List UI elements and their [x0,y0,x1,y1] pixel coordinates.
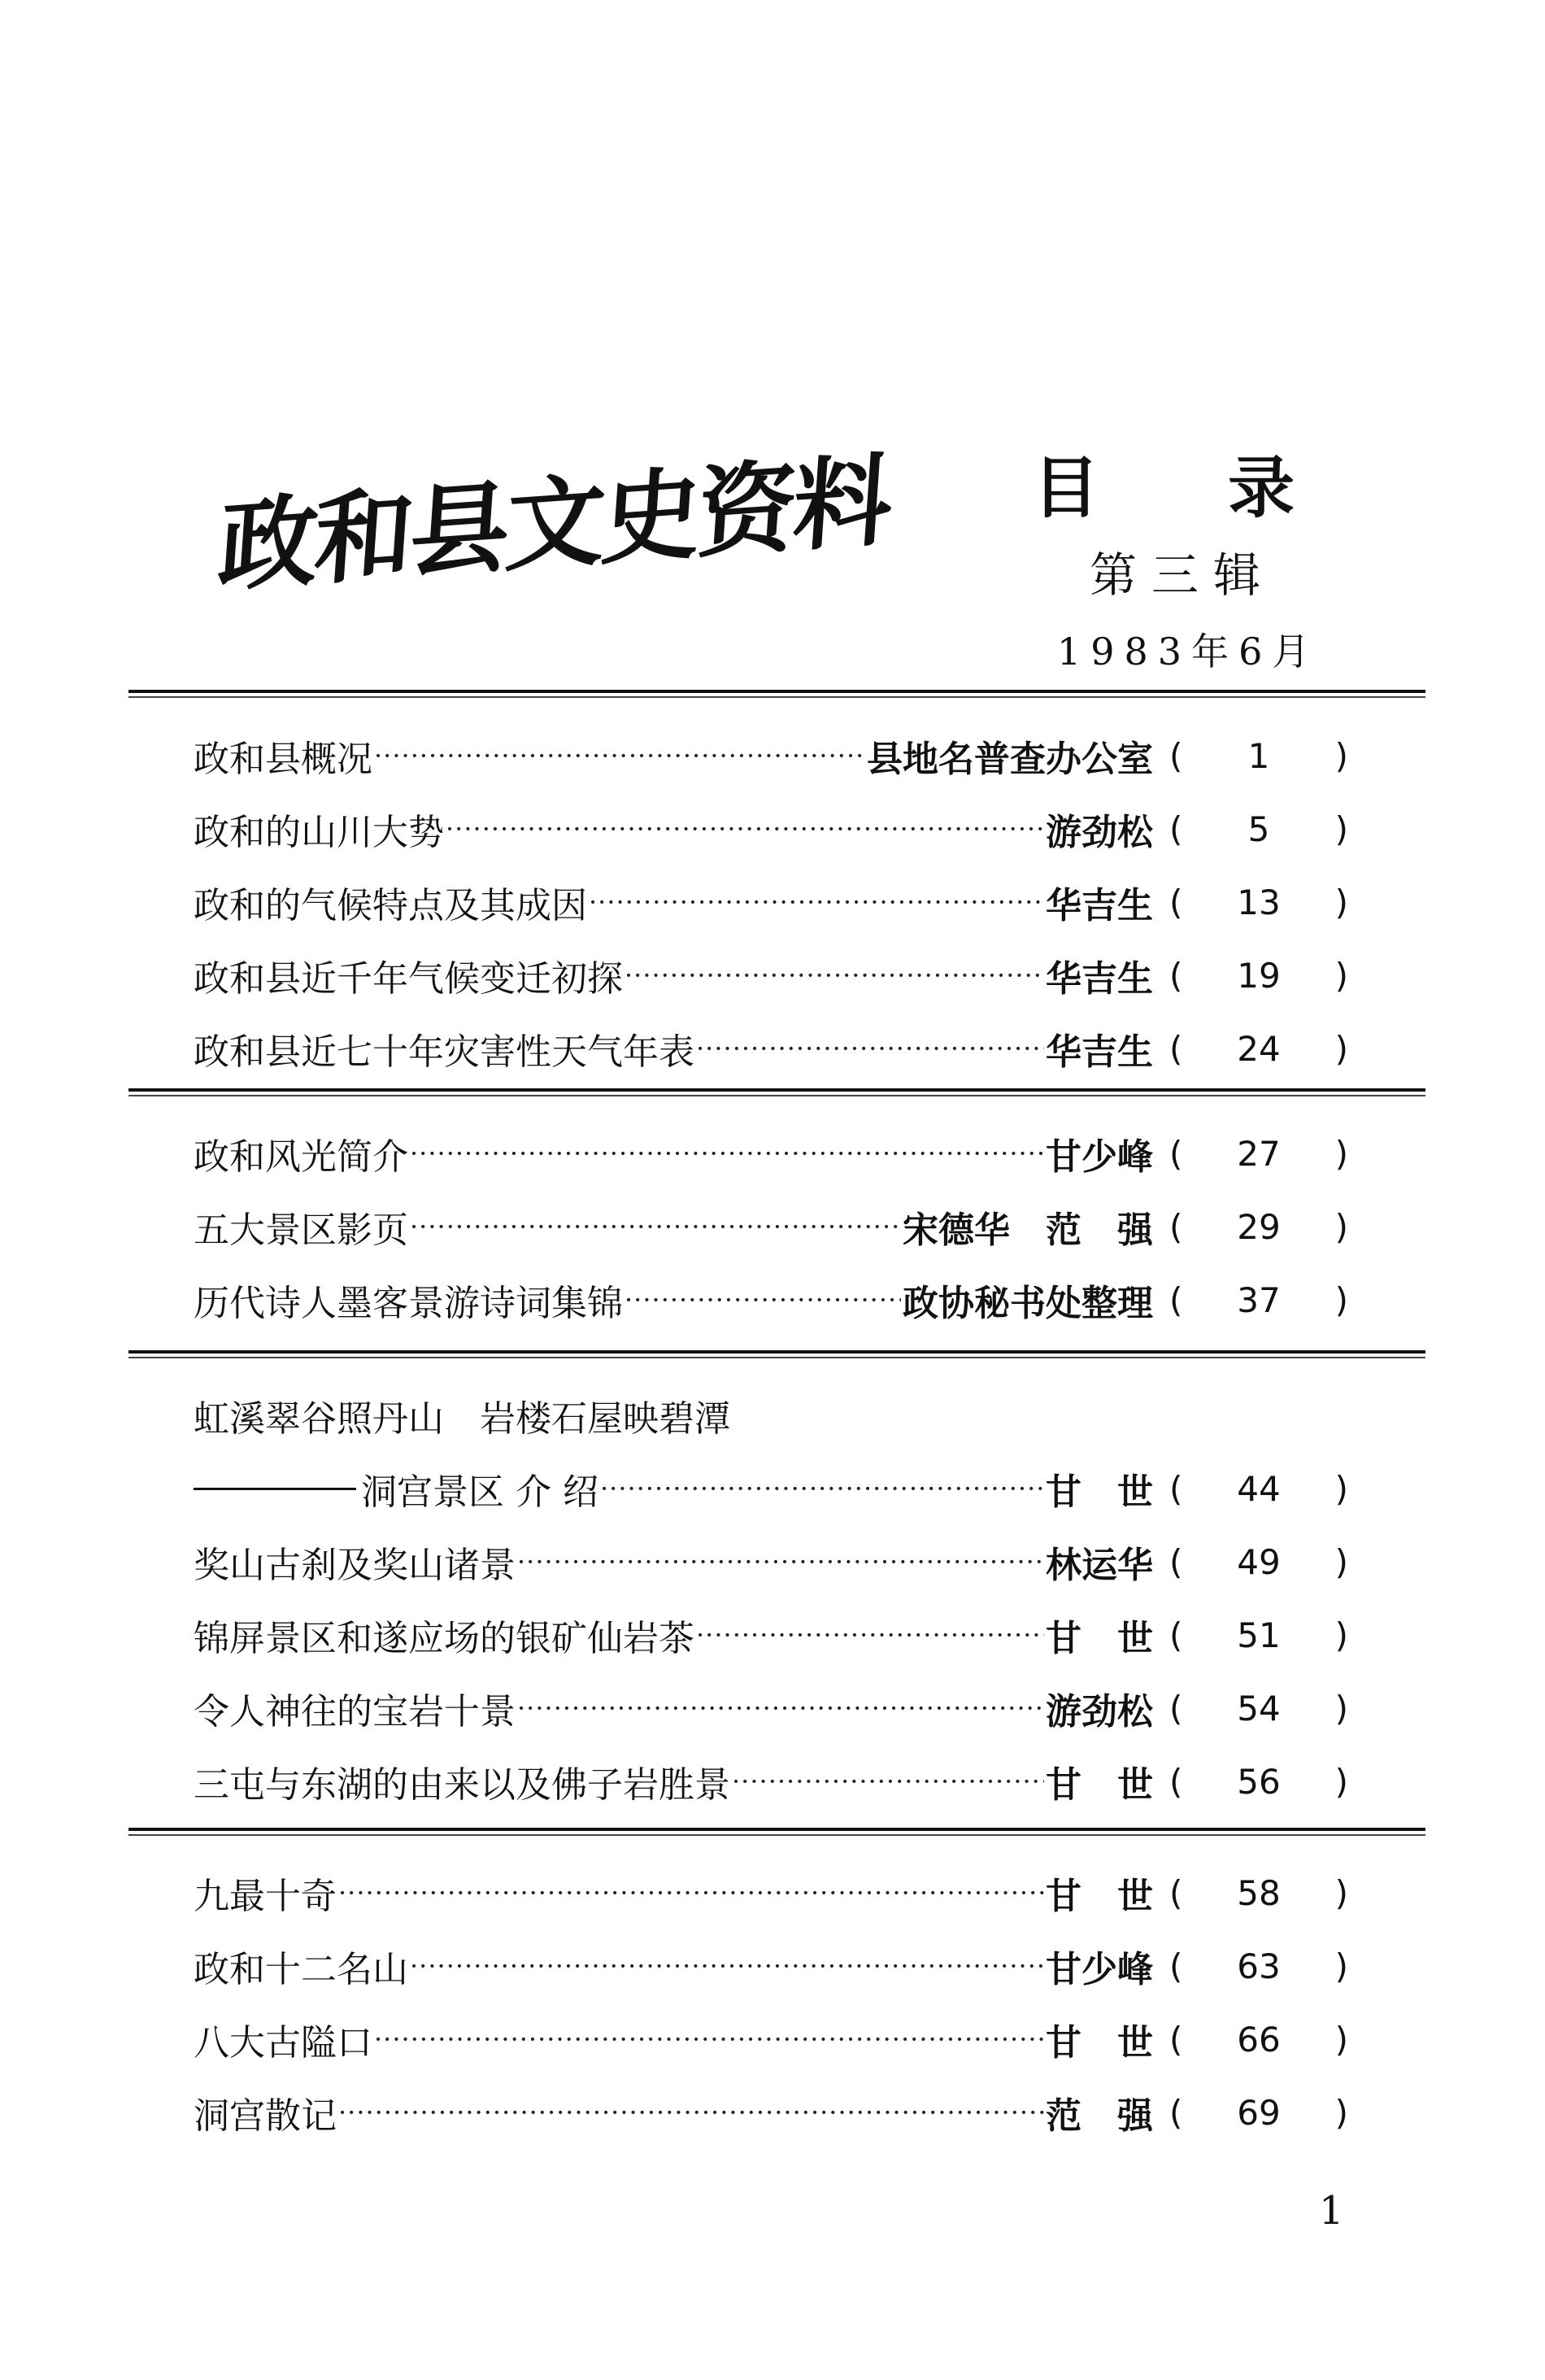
paren-close: ) [1334,1133,1348,1174]
issue-label: 第三辑 [1090,547,1276,603]
toc-entry [194,1672,1348,1745]
toc-entry-author: 甘少峰 [1046,1949,1153,1990]
toc-entry-author: 林运华 [1046,1545,1153,1586]
toc-entry-author: 游劲松 [1046,1691,1153,1733]
toc-entry [194,1263,1348,1336]
leader-dots [625,960,1044,991]
toc-entry-title: 政和的山川大势 [194,812,444,853]
toc-entry-author: 甘 世 [1046,1618,1153,1659]
toc-entry [194,939,1348,1012]
page-num: 13 [1237,882,1281,922]
leader-dots [374,740,865,771]
toc-entry-page [1169,1280,1348,1320]
paren-close: ) [1334,1468,1348,1509]
toc-entry-title: 洞宫散记 [194,2095,337,2137]
toc-entry-page [1169,1029,1348,1069]
em-dash-line [194,1488,356,1490]
paren-open: ( [1169,1688,1183,1728]
toc-entry-page [1169,736,1348,776]
toc-entry-title: 九最十奇 [194,1876,337,1917]
toc-entry-author: 政协秘书处整理 [903,1283,1153,1324]
paren-open: ( [1169,882,1183,922]
page-num: 29 [1237,1206,1281,1247]
paren-open: ( [1169,1946,1183,1986]
paren-open: ( [1169,2092,1183,2133]
toc-entry [194,1929,1348,2003]
toc-entry-page [1169,883,1348,922]
toc-entry-title: 三屯与东湖的由来以及佛子岩胜景 [194,1764,730,1806]
toc-entry [194,2076,1348,2149]
toc-entry [194,1745,1348,1818]
leader-dots [374,2024,1044,2055]
paren-close: ) [1334,882,1348,922]
toc-entry-title: 政和县概况 [194,739,372,780]
brand-calligraphy: 政和县文史资料 [215,440,894,606]
paren-open: ( [1169,2019,1183,2060]
toc-title-char-2: 录 [1228,450,1295,527]
paren-close: ) [1334,1541,1348,1582]
toc-entry-title: 政和的气候特点及其成因 [194,885,587,926]
leader-dots [696,1619,1044,1650]
paren-open: ( [1169,1279,1183,1320]
paren-close: ) [1334,1946,1348,1986]
toc-entry-author: 甘少峰 [1046,1136,1153,1178]
leader-dots [732,1766,1044,1797]
paren-open: ( [1169,1541,1183,1582]
paren-close: ) [1334,955,1348,996]
paren-close: ) [1334,1615,1348,1655]
toc-entry-page [1169,1946,1348,1986]
paren-open: ( [1169,1028,1183,1069]
toc-entry-page [1169,1469,1348,1509]
toc-section-1 [194,719,1348,1085]
page-num: 66 [1237,2019,1281,2060]
leader-dots [625,1284,901,1315]
page-num: 58 [1237,1872,1281,1913]
toc-entry-page [1169,2020,1348,2060]
page-num: 54 [1237,1688,1281,1728]
leader-dots [696,1033,1044,1064]
issue-date: 1983年6月 [1057,630,1320,673]
toc-entry-page [1169,1207,1348,1247]
leader-dots [410,1951,1044,1981]
toc-entry-page [1169,1134,1348,1174]
toc-entry-author: 游劲松 [1046,812,1153,853]
toc-entry-title: 政和风光简介 [194,1136,408,1178]
leader-dots [338,1877,1044,1908]
toc-entry-title: 奖山古刹及奖山诸景 [194,1545,516,1586]
toc-entry-author: 县地名普查办公室 [867,739,1153,780]
toc-entry-page [1169,2093,1348,2133]
paren-close: ) [1334,2019,1348,2060]
toc-entry-author: 华吉生 [1046,958,1153,1000]
paren-close: ) [1334,1872,1348,1913]
toc-entry [194,1856,1348,1929]
leader-dots [338,2097,1044,2128]
toc-entry-author: 甘 世 [1046,1471,1153,1513]
paren-open: ( [1169,955,1183,996]
page-num: 69 [1237,2092,1281,2133]
paren-open: ( [1169,1761,1183,1802]
toc-entry-title: 历代诗人墨客景游诗词集锦 [194,1283,623,1324]
toc-entry-title: 五大景区影页 [194,1210,408,1251]
toc-entry-page [1169,956,1348,996]
divider [128,1828,1425,1836]
toc-entry-author: 宋德华 范 强 [903,1210,1153,1251]
paren-open: ( [1169,809,1183,849]
toc-entry-title: 八大古隘口 [194,2022,372,2064]
toc-entry [194,1379,1348,1452]
paren-close: ) [1334,809,1348,849]
page-num: 1 [1247,735,1270,776]
page-num: 44 [1237,1468,1281,1509]
toc-entry-page [1169,1542,1348,1582]
toc-entry-author: 华吉生 [1046,885,1153,926]
toc-entry [194,792,1348,865]
leader-dots [410,1211,901,1242]
toc-entry-title: 锦屏景区和遂应场的银矿仙岩茶 [194,1618,694,1659]
page-number: 1 [1319,2188,1344,2234]
page-num: 27 [1237,1133,1281,1174]
divider [128,1350,1425,1358]
toc-entry-author: 甘 世 [1046,1764,1153,1806]
toc-title-char-1: 目 [1033,450,1100,527]
toc-entry-title: 政和县近千年气候变迁初探 [194,958,623,1000]
toc-entry [194,1012,1348,1085]
toc-entry [194,1190,1348,1263]
toc-entry-title: 虹溪翠谷照丹山 岩楼石屋映碧潭 [194,1398,730,1440]
toc-section-3 [194,1379,1348,1818]
toc-entry [194,865,1348,939]
paren-open: ( [1169,735,1183,776]
page-num: 19 [1237,955,1281,996]
paren-open: ( [1169,1468,1183,1509]
toc-entry-page [1169,1762,1348,1802]
toc-entry [194,1117,1348,1190]
toc-entry-page [1169,1873,1348,1913]
toc-entry [194,1525,1348,1598]
paren-close: ) [1334,735,1348,776]
toc-entry-author: 甘 世 [1046,2022,1153,2064]
toc-entry [194,1598,1348,1672]
page-num: 51 [1237,1615,1281,1655]
paren-close: ) [1334,2092,1348,2133]
toc-entry-author: 范 强 [1046,2095,1153,2137]
toc-entry-page [1169,809,1348,849]
page-num: 5 [1247,809,1270,849]
paren-close: ) [1334,1028,1348,1069]
divider [128,1088,1425,1096]
page-num: 49 [1237,1541,1281,1582]
toc-section-4 [194,1856,1348,2149]
toc-entry-author: 甘 世 [1046,1876,1153,1917]
toc-section-2 [194,1117,1348,1336]
page-num: 24 [1237,1028,1281,1069]
divider [128,690,1425,698]
paren-close: ) [1334,1761,1348,1802]
toc-entry [194,2003,1348,2076]
paren-open: ( [1169,1206,1183,1247]
paren-open: ( [1169,1133,1183,1174]
toc-entry-title: 政和十二名山 [194,1949,408,1990]
leader-dots [589,887,1044,918]
toc-entry-page [1169,1689,1348,1728]
page-num: 63 [1237,1946,1281,1986]
leader-dots [600,1473,1044,1504]
page-num: 37 [1237,1279,1281,1320]
leader-dots [517,1693,1044,1724]
toc-entry-title: 洞宫景区 介 绍 [361,1471,598,1513]
toc-entry-title: 政和县近七十年灾害性天气年表 [194,1031,694,1073]
paren-open: ( [1169,1615,1183,1655]
paren-close: ) [1334,1206,1348,1247]
paren-close: ) [1334,1688,1348,1728]
toc-entry [194,719,1348,792]
toc-entry-title: 令人神往的宝岩十景 [194,1691,516,1733]
leader-dots [517,1546,1044,1577]
page-num: 56 [1237,1761,1281,1802]
leader-dots [410,1138,1044,1169]
toc-entry [194,1452,1348,1525]
toc-entry-page [1169,1615,1348,1655]
leader-dots [446,813,1044,844]
paren-open: ( [1169,1872,1183,1913]
toc-entry-author: 华吉生 [1046,1031,1153,1073]
paren-close: ) [1334,1279,1348,1320]
toc-title [1033,435,1301,525]
